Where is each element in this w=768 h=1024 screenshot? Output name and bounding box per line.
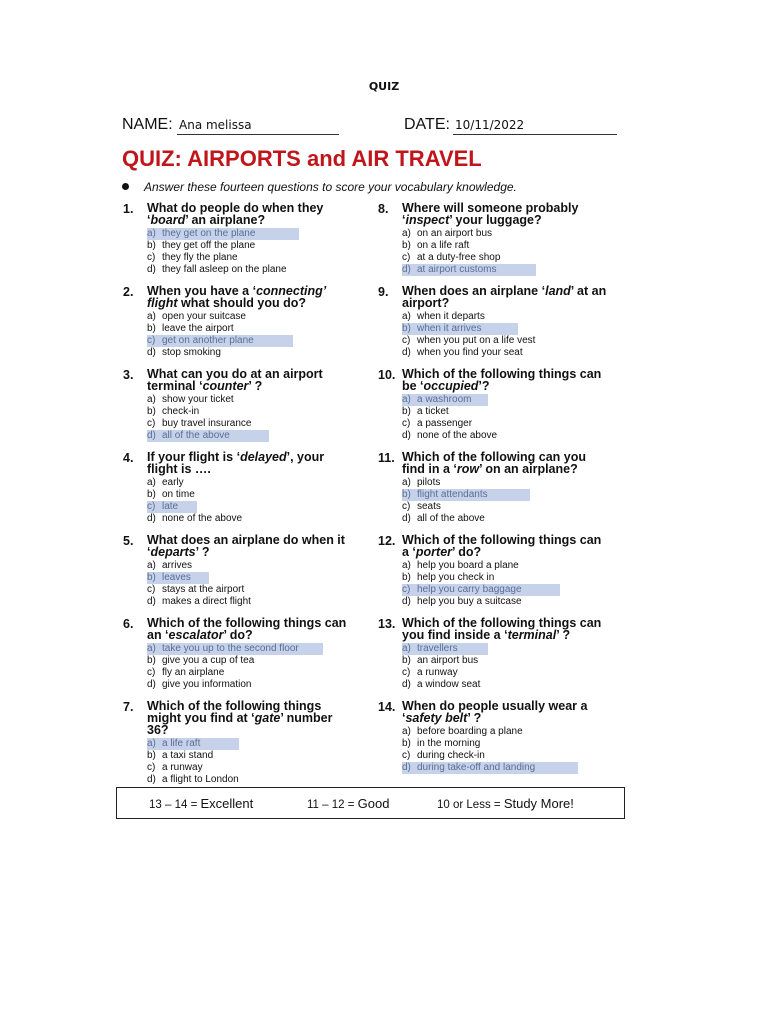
option-text: a window seat [417,679,481,690]
question [378,700,608,774]
answer-option[interactable] [402,430,608,442]
answer-option[interactable] [402,240,608,252]
answer-option[interactable] [402,572,608,584]
question-number: 6. [123,617,134,631]
option-letter: b) [147,655,156,666]
option-list [147,311,353,359]
option-letter: d) [402,513,411,524]
question-stem: What does an airplane do when it ‘departs’ ? [147,533,345,559]
option-text: late [162,501,179,512]
option-letter: b) [402,738,411,749]
selected-answer-option[interactable] [402,394,488,406]
option-letter: a) [147,738,156,749]
option-text: take you up to the second floor [162,643,299,654]
option-text: when it departs [417,311,485,322]
question [378,534,608,608]
answer-option[interactable] [147,240,353,252]
option-text: at airport customs [417,264,497,275]
question [378,202,608,276]
option-text: a passenger [417,418,473,429]
option-letter: c) [147,252,156,263]
option-letter: a) [147,560,156,571]
option-text: they get on the plane [162,228,256,239]
option-letter: b) [147,489,156,500]
option-text: early [162,477,184,488]
option-letter: a) [402,477,411,488]
option-list [147,228,353,276]
option-letter: d) [402,679,411,690]
question [378,285,608,359]
option-letter: b) [402,489,411,500]
answer-option[interactable] [402,560,608,572]
question [123,368,353,442]
option-text: seats [417,501,441,512]
option-text: pilots [417,477,441,488]
option-text: none of the above [162,513,243,524]
option-letter: a) [402,726,411,737]
instructions [122,180,517,194]
option-text: help you check in [417,572,495,583]
option-letter: d) [147,264,156,275]
answer-option[interactable] [402,335,608,347]
question-number: 9. [378,285,389,299]
question-number: 12. [378,534,396,548]
question-number: 4. [123,451,134,465]
option-letter: b) [147,240,156,251]
option-list [402,560,608,608]
question [378,368,608,442]
option-letter: a) [402,643,411,654]
option-text: a life raft [162,738,201,749]
bullet-icon [122,183,129,190]
answer-option[interactable] [402,228,608,240]
question-number: 5. [123,534,134,548]
score-study-more [437,796,574,811]
option-list [402,643,608,691]
option-letter: d) [147,679,156,690]
option-letter: d) [402,596,411,607]
score-label: Good [357,796,390,811]
option-letter: d) [402,264,411,275]
option-letter: a) [402,560,411,571]
question [123,285,353,359]
option-text: a ticket [417,406,449,417]
question-stem: When you have a ‘connecting’ flight what should you do? [147,284,326,310]
option-letter: c) [402,750,411,761]
selected-answer-option[interactable] [402,489,530,501]
option-letter: c) [147,418,156,429]
question [123,202,353,276]
selected-answer-option[interactable] [402,762,578,774]
answer-option[interactable] [402,418,608,430]
option-text: they fall asleep on the plane [162,264,287,275]
question-stem: Where will someone probably ‘inspect’ your luggage? [402,201,579,227]
option-text: give you a cup of tea [162,655,255,666]
answer-option[interactable] [402,477,608,489]
option-list [402,311,608,359]
question [123,700,353,786]
option-letter: a) [402,394,411,405]
option-text: a washroom [417,394,472,405]
selected-answer-option[interactable] [402,323,518,335]
question-number: 2. [123,285,134,299]
option-letter: d) [147,430,156,441]
selected-answer-option[interactable] [402,264,536,276]
option-text: leaves [162,572,191,583]
question [378,451,608,525]
option-text: stop smoking [162,347,221,358]
option-text: get on another plane [162,335,254,346]
option-text: fly an airplane [162,667,225,678]
answer-option[interactable] [147,311,353,323]
option-text: when you find your seat [417,347,523,358]
question-number: 3. [123,368,134,382]
option-letter: c) [402,418,411,429]
selected-answer-option[interactable] [147,228,299,240]
question-stem: What can you do at an airport terminal ‘counter’ ? [147,367,323,393]
option-text: they fly the plane [162,252,238,263]
scoring-box [116,787,625,819]
option-text: give you information [162,679,252,690]
option-text: they get off the plane [162,240,256,251]
question-number: 10. [378,368,396,382]
option-text: all of the above [162,430,230,441]
answer-option[interactable] [147,655,353,667]
option-list [147,477,353,525]
instructions-text: Answer these fourteen questions to score your vocabulary knowledge. [144,180,517,194]
selected-answer-option[interactable] [147,738,239,750]
option-letter: b) [402,323,411,334]
answer-option[interactable] [402,726,608,738]
answer-option[interactable] [402,252,608,264]
answer-option[interactable] [402,347,608,359]
answer-option[interactable] [147,406,353,418]
question-stem: Which of the following things can be ‘occupied’? [402,367,602,393]
option-letter: c) [147,501,156,512]
option-letter: b) [402,572,411,583]
answer-option[interactable] [147,596,353,608]
option-letter: a) [147,477,156,488]
option-letter: b) [402,406,411,417]
option-list [402,394,608,442]
question-number: 1. [123,202,134,216]
question-number: 8. [378,202,389,216]
answer-option[interactable] [147,489,353,501]
question-number: 11. [378,451,395,465]
option-text: show your ticket [162,394,234,405]
option-letter: d) [147,774,156,785]
selected-answer-option[interactable] [147,430,269,442]
option-text: none of the above [417,430,498,441]
option-letter: c) [147,667,156,678]
answer-option[interactable] [147,418,353,430]
answer-option[interactable] [402,655,608,667]
option-list [147,738,353,786]
option-text: when you put on a life vest [417,335,536,346]
option-text: an airport bus [417,655,479,666]
option-text: when it arrives [417,323,482,334]
question-stem: Which of the following things can you find inside a ‘terminal’ ? [402,616,602,642]
option-letter: a) [147,311,156,322]
option-text: a flight to London [162,774,239,785]
answer-option[interactable] [147,264,353,276]
option-list [402,477,608,525]
option-text: open your suitcase [162,311,246,322]
question-number: 13. [378,617,396,631]
answer-option[interactable] [402,406,608,418]
option-text: leave the airport [162,323,234,334]
score-good [307,796,389,811]
option-text: during take-off and landing [417,762,536,773]
option-text: all of the above [417,513,485,524]
answer-option[interactable] [402,501,608,513]
selected-answer-option[interactable] [402,643,488,655]
option-text: help you carry baggage [417,584,522,595]
option-list [147,394,353,442]
option-letter: b) [147,750,156,761]
answer-option[interactable] [402,513,608,525]
answer-option[interactable] [147,750,353,762]
option-text: a runway [417,667,458,678]
question [123,451,353,525]
question-stem: When do people usually wear a ‘safety belt’ ? [402,699,588,725]
answer-option[interactable] [402,738,608,750]
option-list [147,560,353,608]
option-letter: c) [402,335,411,346]
answer-option[interactable] [402,750,608,762]
option-letter: d) [402,430,411,441]
option-letter: a) [147,643,156,654]
option-letter: c) [402,667,411,678]
option-text: on time [162,489,195,500]
question-stem: If your flight is ‘delayed’, your flight is …. [147,450,325,476]
option-letter: c) [402,584,411,595]
selected-answer-option[interactable] [147,335,293,347]
name-field[interactable]: Ana melissa [177,118,339,135]
question-stem: What do people do when they ‘board’ an airplane? [147,201,324,227]
question-number: 14. [378,700,396,714]
option-text: help you buy a suitcase [417,596,522,607]
answer-option[interactable] [147,477,353,489]
answer-option[interactable] [147,513,353,525]
option-letter: d) [147,513,156,524]
option-text: on a life raft [417,240,470,251]
answer-option[interactable] [147,252,353,264]
answer-option[interactable] [147,323,353,335]
answer-option[interactable] [147,774,353,786]
option-letter: b) [147,406,156,417]
quiz-title: QUIZ: AIRPORTS and AIR TRAVEL [122,146,482,171]
score-range: 11 – 12 = [307,799,355,811]
option-letter: b) [402,240,411,251]
option-letter: d) [402,347,411,358]
option-letter: a) [147,228,156,239]
date-label: DATE: [404,116,450,133]
answer-option[interactable] [402,596,608,608]
selected-answer-option[interactable] [147,572,209,584]
question-stem: When does an airplane ‘land’ at an airport? [402,284,607,310]
name-label: NAME: [122,116,173,133]
option-letter: a) [147,394,156,405]
option-letter: c) [147,584,156,595]
option-text: in the morning [417,738,481,749]
option-list [402,726,608,774]
option-letter: b) [402,655,411,666]
option-text: arrives [162,560,193,571]
score-range: 10 or Less = [437,799,501,811]
option-text: a runway [162,762,203,773]
option-letter: c) [147,762,156,773]
answer-option[interactable] [147,762,353,774]
answer-option[interactable] [147,584,353,596]
answer-option[interactable] [147,679,353,691]
question [378,617,608,691]
option-text: a taxi stand [162,750,214,761]
option-text: on an airport bus [417,228,493,239]
option-letter: d) [147,347,156,358]
name-date-row [122,116,622,138]
option-text: check-in [162,406,200,417]
option-text: during check-in [417,750,485,761]
page-header: QUIZ [368,80,400,93]
option-letter: a) [402,311,411,322]
answer-option[interactable] [402,679,608,691]
date-field[interactable]: 10/11/2022 [453,118,617,135]
option-letter: b) [147,323,156,334]
question [123,617,353,691]
option-letter: d) [402,762,411,773]
score-range: 13 – 14 = [149,799,198,811]
answer-option[interactable] [147,394,353,406]
option-text: flight attendants [417,489,488,500]
question-stem: Which of the following things can an ‘escalator’ do? [147,616,347,642]
question-number: 7. [123,700,134,714]
score-excellent [149,796,253,811]
option-text: buy travel insurance [162,418,252,429]
option-text: before boarding a plane [417,726,523,737]
answer-option[interactable] [147,667,353,679]
option-text: stays at the airport [162,584,245,595]
option-letter: c) [147,335,156,346]
option-letter: c) [402,252,411,263]
option-letter: c) [402,501,411,512]
question [123,534,353,608]
answer-option[interactable] [147,560,353,572]
score-label: Excellent [200,796,254,811]
answer-option[interactable] [147,347,353,359]
answer-option[interactable] [402,667,608,679]
question-stem: Which of the following things can a ‘porter’ do? [402,533,602,559]
selected-answer-option[interactable] [147,501,197,513]
option-text: makes a direct flight [162,596,251,607]
selected-answer-option[interactable] [402,584,560,596]
option-letter: a) [402,228,411,239]
score-label: Study More! [503,796,574,811]
option-text: at a duty-free shop [417,252,501,263]
option-letter: d) [147,596,156,607]
question-stem: Which of the following can you find in a ‘row’ on an airplane? [402,450,587,476]
answer-option[interactable] [402,311,608,323]
option-text: travellers [417,643,458,654]
option-list [147,643,353,691]
question-stem: Which of the following things might you find at ‘gate’ number 36? [147,699,333,737]
option-letter: b) [147,572,156,583]
option-text: help you board a plane [417,560,519,571]
option-list [402,228,608,276]
selected-answer-option[interactable] [147,643,323,655]
